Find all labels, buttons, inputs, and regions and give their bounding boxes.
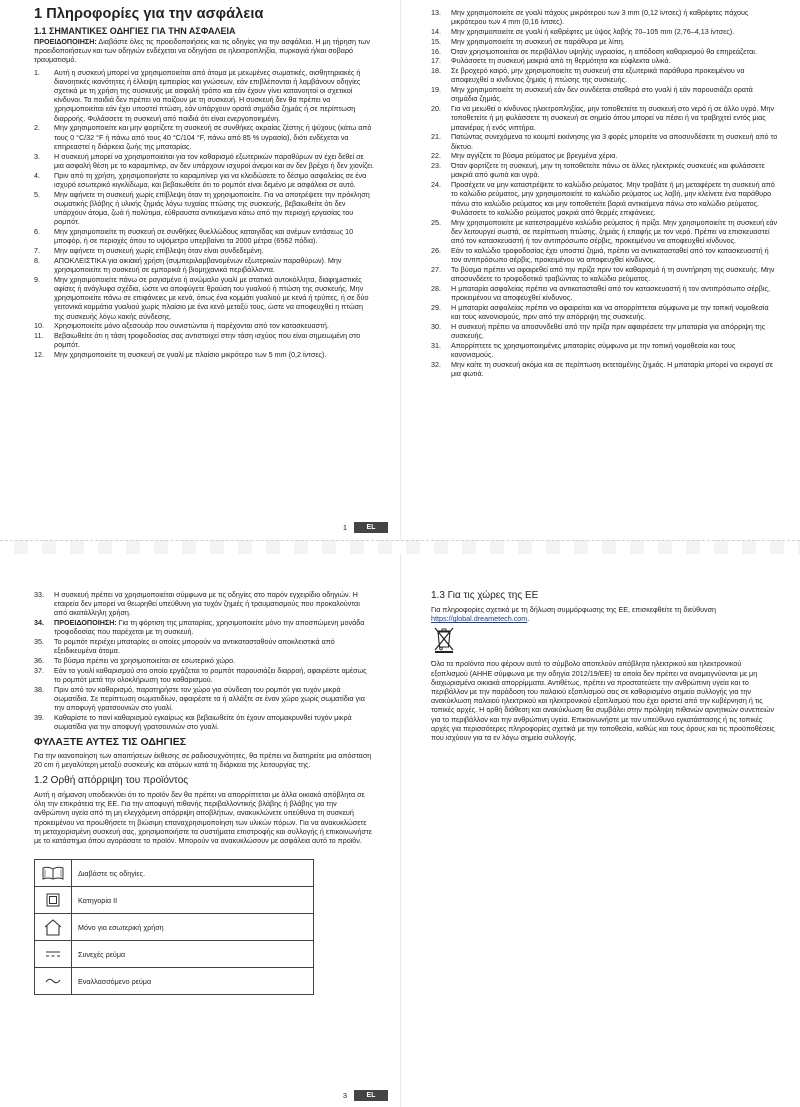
page-number: 3	[342, 1091, 348, 1100]
weee-text: Όλα τα προϊόντα που φέρουν αυτό το σύμβολο αποτελούν απόβλητα ηλεκτρικού και ηλεκτρονικού εξοπλισμού (ΑΗΗΕ σύμφωνα με την οδηγία 2012/19/ΕΕ) τα οποία δεν πρέπει να αναμειγνύονται με μη διαχωρισμένα οικιακά απορρίμματα. Αντιθέτως, πρέπει να προστατεύετε την ανθρώπινη υγεία και το περιβάλλον με την παράδοση του παλαιού εξοπλισμού σας σε καθορισμένο σημείο συλλογής για την ανακύκλωση παλαιού ηλεκτρικού και ηλεκτρονικού εξοπλισμού που έχει οριστεί από την κυβέρνηση ή τις τοπικές αρχές. Η ορθή διάθεση και ανακύκλωση θα συμβάλει στην πρόληψη πιθανών αρνητικών συνεπειών για το περιβάλλον και την ανθρώπινη υγεία. Επικοινωνήστε με τον υπεύθυνο εγκατάστασης ή τις τοπικές αρχές για περισσότερες πληροφορίες σχετικά με την τοποθεσία, καθώς και τους όρους και τις προϋποθέσεις που ισχύουν για τα εν λόγω σημεία συλλογής.	[431, 659, 775, 743]
item-text: Σε βροχερό καιρό, μην χρησιμοποιείτε τη συσκευή στα εξωτερικά παράθυρα προκειμένου να αποφευχθεί ο κίνδυνος ζημιάς ή πτώσης της συσκευής.	[451, 66, 745, 85]
item-number: 32.	[431, 359, 441, 369]
section-title: 1 Πληροφορίες για την ασφάλεια	[34, 6, 264, 22]
list-item	[34, 68, 374, 123]
item-text: Μην χρησιμοποιείτε και μην φορτίζετε τη συσκευή σε συνθήκες ακραίας ζέστης ή ψύχους (κάτω από τους 0 °C/32 °F ή πάνω από τους 40 °C/104 °F, πάνω από 85 % υγρασία), διότι ενδέχεται να επηρεαστεί η διάρκεια ζωής της μπαταρίας.	[54, 123, 372, 151]
item-text: Μην αφήνετε τη συσκευή χωρίς επίβλεψη όταν είναι συνδεδεμένη.	[54, 246, 264, 256]
item-number: 11.	[34, 331, 44, 341]
disposal-heading: 1.2 Ορθή απόρριψη του προϊόντος	[34, 775, 189, 787]
symbol-label: Εναλλασσόμενο ρεύμα	[72, 968, 314, 995]
item-number: 25.	[431, 217, 441, 227]
list-item	[34, 331, 374, 349]
list-item	[34, 123, 374, 151]
ac-icon	[35, 968, 72, 995]
list-item	[34, 190, 374, 227]
item-text: Πριν από τον καθαρισμό, παρατηρήστε τον χώρο για σύνδεση του ρομπότ για τυχόν μικρά σωματίδια. Σε περίπτωση σωματιδίων, αφαιρέστε τα ή αλλάξτε σε έναν χώρο χωρίς σωματίδια για την αποφυγή γρατσουνιών στο γυαλί.	[54, 685, 365, 713]
rf-exposure-text: Για την ικανοποίηση των απαιτήσεων έκθεσης σε ραδιοσυχνότητες, θα πρέπει να διατηρείτε μια απόσταση 20 cm ή μεγαλύτερη μεταξύ συσκευής και ατόμων κατά τη διάρκεια της λειτουργίας της.	[34, 750, 372, 769]
language-tag: EL	[354, 1090, 388, 1101]
item-text: Μην χρησιμοποιείτε με κατεστραμμένο καλώδιο ρεύματος ή πρίζα. Μην χρησιμοποιείτε τη συσκευή εάν δεν λειτουργεί σωστά, σε περίπτωση πτώσης, ζημιάς ή επαφής με τον νερό. Πρέπει να επισκευαστεί από τον κατασκευαστή ή τον αντιπρόσωπο σέρβις, προκειμένου να αποφευχθεί κίνδυνος.	[451, 217, 778, 245]
list-item	[34, 171, 374, 189]
safety-list	[34, 68, 374, 360]
page-footer	[338, 1090, 390, 1101]
item-text: Όταν φορτίζετε τη συσκευή, μην τη τοποθετείτε πάνω σε άλλες ηλεκτρικές συσκευές και φυλάσσετε μακριά από φωτιά και υγρά.	[451, 161, 765, 180]
item-text: ΑΠΟΚΛΕΙΣΤΙΚΑ για οικιακή χρήση (συμπεριλαμβανομένων εξωτερικών παραθύρων). Μην χρησιμοποιείτε τη συσκευή σε εμπορικά ή βιομηχανικά περιβάλλοντα.	[54, 255, 342, 275]
list-item	[431, 104, 778, 132]
page-number: 1	[342, 523, 348, 532]
item-number: 36.	[34, 656, 44, 666]
item-number: 19.	[431, 85, 441, 95]
list-item	[34, 637, 374, 655]
item-text: Για να μειωθεί ο κίνδυνος ηλεκτροπληξίας, μην τοποθετείτε τη συσκευή στο νερό ή σε άλλο υγρό. Μην τοποθετείτε ή μη φυλάσσετε τη συσκευή σε σημείο όπου μπορεί να πέσει ή να τραβηχτεί εντός μιας μπανιέρας ή ενός νιπτήρα.	[451, 104, 774, 132]
symbol-label: Διαβάστε τις οδηγίες.	[72, 860, 314, 887]
list-item	[431, 265, 778, 283]
table-row	[35, 914, 314, 941]
item-text: Προσέχετε να μην καταστρέψετε το καλώδιο ρεύματος. Μην τραβάτε ή μη μεταφέρετε τη συσκευή από το καλώδιο ρεύματος, μην χρησιμοποιείτε το καλώδιο ρεύματος ως λαβή, μην κλείνετε ένα παράθυρο πάνω στο καλώδιο ρεύματος και μην τοποθετείτε βαριά αντικείμενα πάνω στο καλώδιο ρεύματος. Φυλάσσετε το καλώδιο ρεύματος μακριά από θερμές επιφάνειες.	[451, 180, 775, 217]
item-text: Χρησιμοποιείτε μόνο αξεσουάρ που συνιστώνται ή παρέχονται από τον κατασκευαστή.	[54, 321, 329, 331]
item-text: Η συσκευή μπορεί να χρησιμοποιείται για τον καθαρισμό εξωτερικών παραθύρων αν έχει δεθεί σε μια ασφαλή θέση με το καραμπίνερ, αν δεν υπάρχουν ισχυροί άνεμοι και αν δεν βρέχει ή δεν χιονίζει.	[54, 151, 374, 170]
item-number: 31.	[431, 340, 441, 350]
item-text: Το ρομπότ περιέχει μπαταρίες οι οποίες μπορούν να αντικατασταθούν αποκλειστικά από εξειδικευμένα άτομα.	[54, 637, 335, 656]
list-item	[431, 360, 778, 378]
list-item	[431, 132, 778, 150]
book-icon	[35, 860, 72, 887]
item-text: Μην αγγίζετε το βύσμα ρεύματος με βρεγμένα χέρια.	[451, 151, 618, 161]
item-number: 24.	[431, 180, 441, 190]
warning-paragraph	[34, 37, 374, 65]
item-text: Μην χρησιμοποιείτε τη συσκευή εάν δεν συνδέεται σταθερά στο γυαλί ή εάν παρουσιάζει ορατά σημάδια ζημιάς.	[451, 85, 753, 104]
item-number: 26.	[431, 245, 441, 255]
item-number: 16.	[431, 46, 441, 56]
list-item	[34, 256, 374, 274]
table-row	[35, 887, 314, 914]
disposal-text: Αυτή η σήμανση υποδεικνύει ότι το προϊόν δεν θα πρέπει να απορρίπτεται με άλλα οικιακά απόβλητα σε όλη την επικράτεια της ΕΕ. Για την αποφυγή πιθανής περιβαλλοντικής βλάβης ή βλάβης για την ανθρώπινη υγεία από τη μη ελεγχόμενη απόρριψη αποβλήτων, ανακυκλώνετε υπεύθυνα τη συσκευή προκειμένου να προωθήσετε τη βιώσιμη επαναχρησιμοποίηση των υλικών πόρων. Για να ανακυκλώσετε τη μεταχειρισμένη συσκευή σας, χρησιμοποιήστε τα συστήματα επιστροφής και συλλογής ή επικοινωνήστε με το κατάστημα όπου αγοράσατε το προϊόν. Μπορούν να ανακυκλώσουν με ασφάλεια αυτό το προϊόν.	[34, 790, 372, 846]
item-number: 38.	[34, 685, 44, 694]
item-number: 15.	[431, 36, 441, 46]
warning-label: ΠΡΟΕΙΔΟΠΟΙΗΣΗ:	[54, 618, 117, 628]
weee-bin-icon	[433, 627, 459, 653]
item-number: 23.	[431, 161, 441, 171]
item-text: Μην αφήνετε τη συσκευή χωρίς επίβλεψη όταν τη χρησιμοποιείτε. Για να αποτρέψετε την πρόκληση σωματικής βλάβης ή υλικής ζημιάς λόγω τυχαίας πτώσης της συσκευής, βεβαιωθείτε ότι δεν υπάρχουν άτομα, ζωά ή πολύτιμα, εύθραυστα αντικείμενα κάτω από την περιοχή εργασίας του ρομπότ.	[54, 189, 370, 227]
item-number: 9.	[34, 274, 40, 284]
eu-heading: 1.3 Για τις χώρες της ΕΕ	[431, 590, 539, 601]
item-number: 18.	[431, 66, 441, 76]
dc-icon	[35, 941, 72, 968]
list-item	[34, 666, 374, 684]
declaration-link[interactable]: https://global.dreametech.com	[431, 614, 528, 624]
list-item	[34, 227, 374, 245]
item-text: Καθαρίστε το πανί καθαρισμού εγκαίρως και βεβαιωθείτε ότι έχουν απομακρυνθεί τυχόν μικρά σωματίδια για την αποφυγή γρατσουνιών στο γυαλί.	[54, 713, 352, 732]
house-icon	[35, 914, 72, 941]
item-number: 5.	[34, 189, 40, 199]
list-item: 33. Η συσκευή πρέπει να χρησιμοποιείται σύμφωνα με τις οδηγίες στο παρόν εγχειρίδιο οδηγιών. Η εταιρεία δεν μπορεί να θεωρηθεί υπεύθυνη για τυχόν ζημιές ή τραυματισμούς που προκαλούνται από ακατάλληλη χρήση.	[34, 590, 360, 618]
item-number: 20.	[431, 104, 441, 114]
list-item	[431, 218, 778, 246]
list-item	[34, 246, 374, 255]
list-item	[34, 275, 374, 321]
table-row	[35, 968, 314, 995]
item-text: Μην καίτε τη συσκευή ακόμα και σε περίπτωση εκτεταμένης ζημιάς. Η μπαταρία μπορεί να εκραγεί σε μια φωτιά.	[451, 359, 773, 378]
item-number: 17.	[431, 56, 441, 66]
item-number: 28.	[431, 283, 441, 293]
manual-page-3	[0, 554, 400, 1107]
section-subtitle: 1.1 ΣΗΜΑΝΤΙΚΕΣ ΟΔΗΓΙΕΣ ΓΙΑ ΤΗΝ ΑΣΦΑΛΕΙΑ	[34, 26, 236, 36]
item-text: Πατώντας συνεχόμενα το κουμπί εκκίνησης για 3 φορές μπορείτε να αποσυνδέσετε τη συσκευή από το δίκτυο.	[451, 132, 778, 151]
list-item	[34, 685, 374, 713]
list-item: 34. ΠΡΟΕΙΔΟΠΟΙΗΣΗ: Για τη φόρτιση της μπαταρίας, χρησιμοποιείτε μόνο την αποσπώμενη μονάδα τροφοδοσίας που παρέχεται με τη συσκευή.	[34, 618, 365, 637]
item-text: Φυλάσσετε τη συσκευή μακριά από τη θερμότητα και εύφλεκτα υλικά.	[451, 56, 671, 66]
list-item	[34, 713, 374, 731]
warning-label: ΠΡΟΕΙΔΟΠΟΙΗΣΗ:	[34, 37, 97, 46]
list-item	[34, 321, 374, 330]
manual-page-1	[0, 0, 400, 553]
page-number	[400, 523, 403, 532]
item-text: Μην χρησιμοποιείτε τη συσκευή σε παράθυρα με λίπη.	[451, 36, 625, 46]
item-text: Μην χρησιμοποιείτε πάνω σε ραγισμένο ή ανώμαλο γυαλί με στατικά αυτοκόλλητα, διαφημιστικές αφίσες ή ανάγλυφα σχέδια, ώστε να αποφύγετε θραύση του γυαλιού ή πτώση της συσκευής. Μην χρησιμοποιείτε πάνω σε επιφάνειες με κενά, όπως ένα κομμάτι γυαλιού με κενά ή τρύπες, ή σε δύο γειτονικά κομμάτια γυαλιού χωρίς πλαίσιο με ένα κενό μεταξύ τους, ώστε να αποφευχθεί η πτώση της συσκευής λόγω κακής σύνδεσης.	[54, 274, 369, 321]
item-text: Μην χρησιμοποιείτε σε γυαλί ή καθρέφτες με ύψος λαβής 70–105 mm (2,76–4,13 ίντσες).	[451, 27, 735, 36]
item-number: 13.	[431, 8, 441, 17]
item-text: Μην χρησιμοποιείτε τη συσκευή σε συνθήκες θυελλώδους καταιγίδας και ανέμων εντάσεως 10 μποφόρ, ή σε περιοχές όπου το υψόμετρο υπερβαίνει τα 2000 μέτρα (6562 πόδια).	[54, 227, 354, 246]
item-text: Μην χρησιμοποιείτε σε γυαλί πάχους μικρότερου των 3 mm (0,12 ίντσες) ή καθρέφτες πάχους μικρότερου των 4 mm (0,16 ίντσες).	[451, 8, 749, 27]
list-item	[431, 8, 778, 26]
list-item	[431, 56, 778, 65]
item-number: 7.	[34, 246, 40, 256]
item-text: Το βύσμα πρέπει να χρησιμοποιείται σε εσωτερικό χώρο.	[54, 656, 236, 666]
list-item	[431, 47, 778, 56]
item-text: Η μπαταρία ασφαλείας πρέπει να αφαιρείται και να απορρίπτεται σύμφωνα με την τοπική νομοθεσία και τους κανονισμούς, πριν από την απόρριψη της συσκευής.	[451, 302, 769, 321]
symbol-label: Κατηγορία II	[72, 887, 314, 914]
page-footer	[400, 522, 403, 533]
item-text: Απορρίπτετε τις χρησιμοποιημένες μπαταρίες σύμφωνα με την τοπική νομοθεσία και τους κανονισμούς.	[451, 340, 736, 359]
list-item	[34, 350, 374, 359]
item-number: 12.	[34, 350, 44, 360]
item-number: 4.	[34, 170, 40, 180]
item-number: 6.	[34, 227, 40, 237]
item-number: 37.	[34, 666, 44, 675]
item-number: 1.	[34, 67, 40, 77]
list-item	[431, 284, 778, 302]
list-item	[431, 246, 778, 264]
class-ii-icon	[35, 887, 72, 914]
list-item	[431, 341, 778, 359]
item-number: 35.	[34, 637, 44, 647]
item-text: Εάν το γυαλί καθαρισμού στο οποίο εργάζεται το ρομπότ παρουσιάζει διαρροή, αφαιρέστε αμέσως το ρομπότ μετά την ολοκλήρωση του καθαρισμού.	[54, 666, 367, 685]
list-item	[431, 322, 778, 340]
list-item	[431, 66, 778, 84]
item-text: Βεβαιωθείτε ότι η τάση τροφοδοσίας σας αντιστοιχεί στην τάση ισχύος που είναι σημειωμένη στο ρομπότ.	[54, 331, 361, 350]
language-tag: EL	[354, 522, 388, 533]
item-number: 3.	[34, 151, 40, 161]
manual-page-2	[400, 0, 800, 553]
list-item	[431, 37, 778, 46]
list-item	[431, 151, 778, 160]
page-footer	[400, 1090, 403, 1101]
item-number: 21.	[431, 132, 441, 142]
list-item	[431, 85, 778, 103]
item-text: Εάν το καλώδιο τροφοδοσίας έχει υποστεί ζημιά, πρέπει να αντικατασταθεί από τον κατασκευαστή ή τον αντιπρόσωπο σέρβις, προκειμένου να αποφευχθεί κίνδυνος.	[451, 245, 769, 264]
item-text: Πριν από τη χρήση, χρησιμοποιήστε το καραμπίνερ για να κλειδώσετε το δέσιμο ασφαλείας σε ένα ισχυρό εσωτερικό κιγκλίδωμα, και βεβαιωθείτε ότι το ρομπότ είναι δεμένο με ασφάλεια σε αυτό.	[54, 170, 367, 189]
symbol-label: Μόνο για εσωτερική χρήση	[72, 914, 314, 941]
item-number: 29.	[431, 302, 441, 312]
list-item	[431, 27, 778, 36]
list-item	[431, 161, 778, 179]
eu-intro-text: Για πληροφορίες σχετικά με τη δήλωση συμμόρφωσης της ΕΕ, επισκεφθείτε τη διεύθυνση	[431, 605, 717, 614]
safety-list	[431, 8, 778, 378]
item-number: 14.	[431, 27, 441, 36]
item-text: Όταν χρησιμοποιείται σε περιβάλλον υψηλής υγρασίας, η απόδοση καθαρισμού θα επηρεάζεται.	[451, 46, 757, 56]
item-number: 27.	[431, 264, 441, 274]
page-number	[400, 1091, 403, 1100]
page-footer	[338, 522, 390, 533]
item-text: Η μπαταρία ασφαλείας πρέπει να αντικατασταθεί από τον κατασκευαστή ή τον αντιπρόσωπο σέρβις, προκειμένου να αποφευχθεί κίνδυνος.	[451, 283, 770, 302]
item-text: Μην χρησιμοποιείτε τη συσκευή σε γυαλί με πλαίσιο μικρότερο των 5 mm (0,2 ίντσες).	[54, 350, 327, 360]
item-number: 39.	[34, 713, 44, 723]
keep-instructions-heading: ΦΥΛΑΞΤΕ ΑΥΤΕΣ ΤΙΣ ΟΔΗΓΙΕΣ	[34, 735, 187, 748]
list-item	[34, 152, 374, 170]
item-number: 30.	[431, 321, 441, 331]
item-text: Αυτή η συσκευή μπορεί να χρησιμοποιείται από άτομα με μειωμένες σωματικές, αισθητηριακές ή διανοητικές ικανότητες ή έλλειψη εμπειρίας και γνώσεων, εάν επιβλέπονται ή λαμβάνουν οδηγίες σχετικά με τη χρήση της συσκευής με ασφαλή τρόπο και εάν έχουν γίνει κατανοητοί οι σχετικοί κίνδυνοι. Τα παιδιά δεν πρέπει να παίζουν με τη συσκευή. Η συσκευή δεν θα πρέπει να χρησιμοποιείται εάν έχει υποστεί πτώση, εάν υπάρχουν ορατά σημάδια ζημιάς ή σε περίπτωση διαρροής. Φυλάσσετε τη συσκευή από παιδιά ότι είναι ενεργοποιημένη.	[54, 67, 361, 123]
item-number: 10.	[34, 321, 44, 331]
eu-intro-paragraph: Για πληροφορίες σχετικά με τη δήλωση συμμόρφωσης της ΕΕ, επισκεφθείτε τη διεύθυνση https://global.dreametech.com.	[431, 605, 717, 624]
symbol-label: Συνεχές ρεύμα	[72, 941, 314, 968]
item-number: 22.	[431, 151, 441, 161]
item-text: Η συσκευή πρέπει να αποσυνδεθεί από την πρίζα πριν αφαιρέσετε την μπαταρία για απόρριψη της συσκευής.	[451, 321, 766, 340]
manual-page-4	[400, 554, 800, 1107]
table-row	[35, 860, 314, 887]
item-number: 2.	[34, 123, 40, 133]
symbols-table	[34, 859, 314, 995]
safety-list	[34, 590, 374, 732]
item-text: Το βύσμα πρέπει να αφαιρεθεί από την πρίζα πριν τον καθαρισμό ή τη συντήρηση της συσκευής. Μην αποσυνδέετε το τροφοδοτικό τραβώντας το καλώδιο ρεύματος.	[451, 264, 775, 283]
table-row	[35, 941, 314, 968]
warning-text: Διαβάστε όλες τις προειδοποιήσεις και τις οδηγίες για την ασφάλεια. Η μη τήρηση των προειδοποιήσεων και των οδηγιών ενδέχεται να οδηγήσει σε ηλεκτροπληξία, πυρκαγιά ή/και σοβαρό τραυματισμό.	[34, 37, 370, 65]
list-item	[431, 180, 778, 217]
item-number: 8.	[34, 255, 40, 265]
list-item	[431, 303, 778, 321]
list-item	[34, 656, 374, 665]
